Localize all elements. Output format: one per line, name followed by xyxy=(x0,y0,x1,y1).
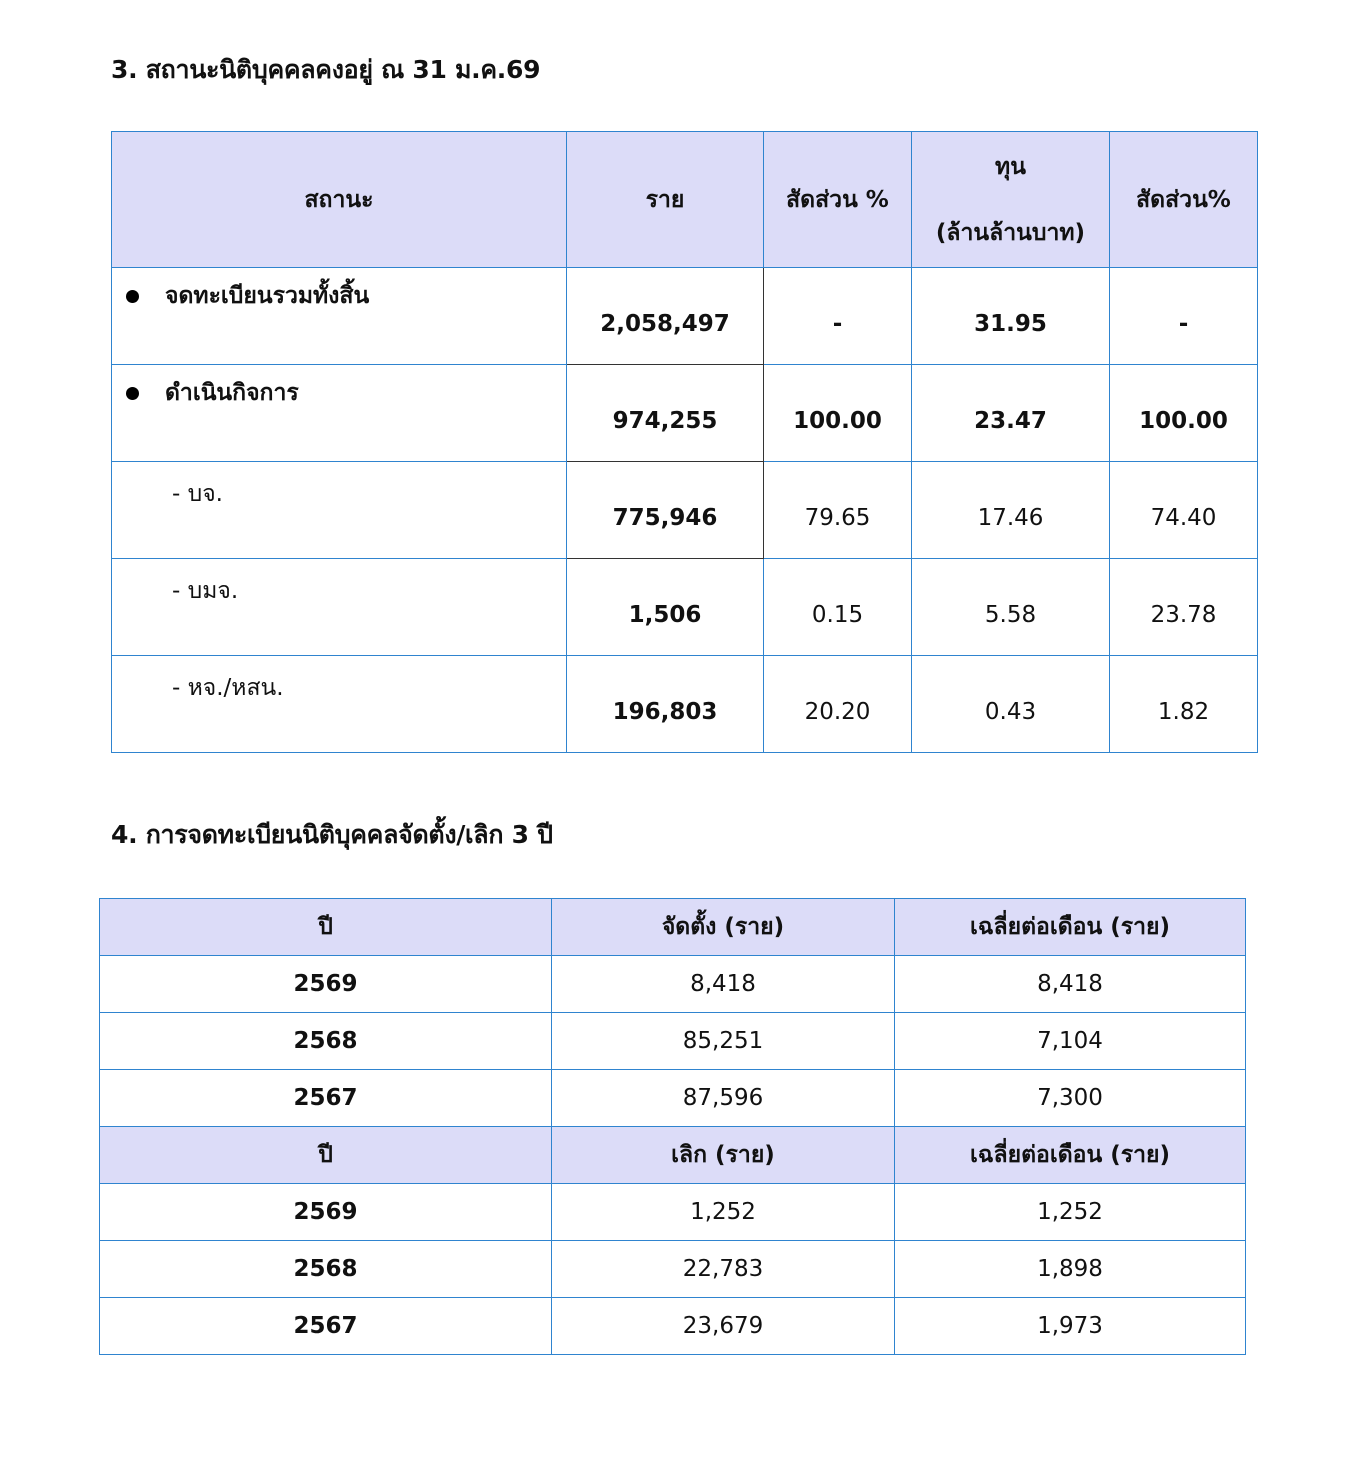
dissolved-cell: 22,783 xyxy=(552,1241,895,1298)
established-header-row xyxy=(100,899,1246,956)
dissolved-header-row xyxy=(100,1127,1246,1184)
year-cell: 2569 xyxy=(100,1184,552,1241)
share-count-cell: 79.65 xyxy=(764,462,912,559)
share-capital-cell: 1.82 xyxy=(1110,656,1258,753)
table-row xyxy=(100,1241,1246,1298)
bullet-icon xyxy=(126,387,139,400)
established-cell: 85,251 xyxy=(552,1013,895,1070)
share-capital-cell: 23.78 xyxy=(1110,559,1258,656)
header-count: ราย xyxy=(567,132,764,268)
share-count-cell: 20.20 xyxy=(764,656,912,753)
monthly-avg-cell: 7,104 xyxy=(895,1013,1246,1070)
year-cell: 2567 xyxy=(100,1070,552,1127)
share-count-cell: 0.15 xyxy=(764,559,912,656)
table-row xyxy=(100,1298,1246,1355)
share-count-cell: 100.00 xyxy=(764,365,912,462)
share-capital-cell: 100.00 xyxy=(1110,365,1258,462)
header-dissolved: เลิก (ราย) xyxy=(552,1127,895,1184)
table-row xyxy=(112,268,1258,365)
year-cell: 2569 xyxy=(100,956,552,1013)
established-cell: 87,596 xyxy=(552,1070,895,1127)
capital-cell: 23.47 xyxy=(912,365,1110,462)
share-capital-cell: 74.40 xyxy=(1110,462,1258,559)
dissolved-cell: 1,252 xyxy=(552,1184,895,1241)
count-cell: 1,506 xyxy=(567,559,764,656)
capital-cell: 5.58 xyxy=(912,559,1110,656)
bullet-icon xyxy=(126,290,139,303)
monthly-avg-cell: 8,418 xyxy=(895,956,1246,1013)
count-cell: 2,058,497 xyxy=(567,268,764,365)
row-label: จดทะเบียนรวมทั้งสิ้น xyxy=(165,283,370,309)
year-cell: 2567 xyxy=(100,1298,552,1355)
header-established: จัดตั้ง (ราย) xyxy=(552,899,895,956)
capital-cell: 31.95 xyxy=(912,268,1110,365)
row-label-cell xyxy=(112,268,567,365)
monthly-avg-cell: 1,898 xyxy=(895,1241,1246,1298)
row-label-cell xyxy=(112,656,567,753)
status-table-header-row xyxy=(112,132,1258,268)
count-cell: 196,803 xyxy=(567,656,764,753)
year-cell: 2568 xyxy=(100,1241,552,1298)
table-row xyxy=(112,656,1258,753)
row-label: - หจ./หสน. xyxy=(172,675,284,701)
monthly-avg-cell: 1,973 xyxy=(895,1298,1246,1355)
row-label: ดำเนินกิจการ xyxy=(165,380,299,406)
share-capital-cell: - xyxy=(1110,268,1258,365)
table-row xyxy=(112,365,1258,462)
section-4-title: 4. การจดทะเบียนนิติบุคคลจัดตั้ง/เลิก 3 ปี xyxy=(111,820,553,849)
established-cell: 8,418 xyxy=(552,956,895,1013)
section-3-title: 3. สถานะนิติบุคคลคงอยู่ ณ 31 ม.ค.69 xyxy=(111,55,541,84)
table-row xyxy=(100,956,1246,1013)
row-label: - บมจ. xyxy=(172,578,239,604)
dissolved-cell: 23,679 xyxy=(552,1298,895,1355)
header-monthly-avg: เฉลี่ยต่อเดือน (ราย) xyxy=(895,1127,1246,1184)
table-row xyxy=(100,1184,1246,1241)
header-share-capital: สัดส่วน% xyxy=(1110,132,1258,268)
row-label: - บจ. xyxy=(172,481,223,507)
status-table xyxy=(111,131,1258,753)
year-cell: 2568 xyxy=(100,1013,552,1070)
table-row xyxy=(100,1013,1246,1070)
header-year: ปี xyxy=(100,899,552,956)
monthly-avg-cell: 7,300 xyxy=(895,1070,1246,1127)
header-share-count: สัดส่วน % xyxy=(764,132,912,268)
share-count-cell: - xyxy=(764,268,912,365)
table-row xyxy=(112,559,1258,656)
count-cell: 974,255 xyxy=(567,365,764,462)
table-row xyxy=(112,462,1258,559)
row-label-cell xyxy=(112,559,567,656)
registration-table xyxy=(99,898,1246,1355)
table-row xyxy=(100,1070,1246,1127)
capital-cell: 17.46 xyxy=(912,462,1110,559)
header-capital xyxy=(912,132,1110,268)
row-label-cell xyxy=(112,365,567,462)
header-capital-line2: (ล้านล้านบาท) xyxy=(935,219,1086,246)
header-monthly-avg: เฉลี่ยต่อเดือน (ราย) xyxy=(895,899,1246,956)
row-label-cell xyxy=(112,462,567,559)
monthly-avg-cell: 1,252 xyxy=(895,1184,1246,1241)
header-capital-line1: ทุน xyxy=(995,153,1026,180)
header-status: สถานะ xyxy=(112,132,567,268)
header-year: ปี xyxy=(100,1127,552,1184)
capital-cell: 0.43 xyxy=(912,656,1110,753)
count-cell: 775,946 xyxy=(567,462,764,559)
